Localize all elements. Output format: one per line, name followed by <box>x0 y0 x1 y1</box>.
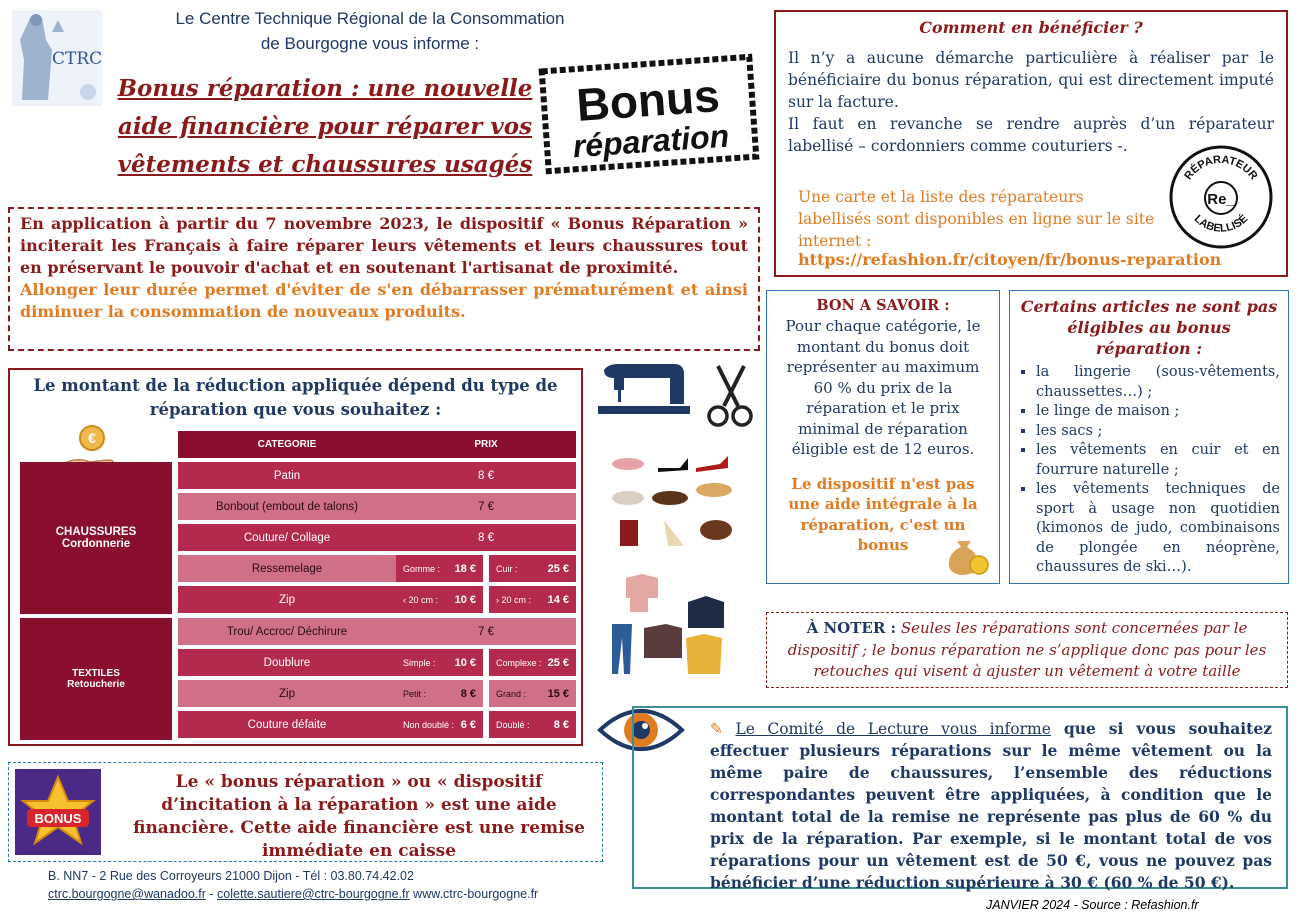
repairers-list-text: Une carte et la liste des réparateurs labellisés sont disponibles en ligne sur le site internet : <box>798 188 1155 250</box>
pointer-icon: ✎ <box>710 720 736 738</box>
column-header-price: PRIX <box>396 431 576 458</box>
website-link[interactable]: www.ctrc-bourgogne.fr <box>409 887 539 901</box>
group-textiles-title: TEXTILES <box>72 668 120 679</box>
price-option-label: Petit : <box>403 688 427 699</box>
table-row-price-option <box>489 586 576 613</box>
scissors-icon <box>706 362 754 428</box>
email-link-1[interactable]: ctrc.bourgogne@wanadoo.fr <box>48 887 206 901</box>
table-row-label: Trou/ Accroc/ Déchirure <box>178 618 396 645</box>
price-option-value: 8 € <box>553 718 569 731</box>
price-option-label: ‹ 20 cm : <box>403 594 439 605</box>
column-header-category: CATEGORIE <box>178 431 396 458</box>
svg-text:BONUS: BONUS <box>34 811 82 826</box>
bonus-definition-text: Le « bonus réparation » ou « dispositif d’incitation à la réparation » est une aide financière. Cette aide financière est une remise immédiate en caisse <box>133 772 585 861</box>
table-row-label: Zip <box>178 586 396 613</box>
ineligible-items-box <box>1009 290 1289 584</box>
price-option-label: › 20 cm : <box>496 594 532 605</box>
price-option-value: 6 € <box>460 718 476 731</box>
price-option-value: 8 € <box>460 687 476 700</box>
money-bag-icon <box>941 527 991 577</box>
price-option-label: Simple : <box>403 657 436 668</box>
price-option-value: 25 € <box>547 562 569 575</box>
table-row-price: 8 € <box>396 462 576 489</box>
table-row-price-option <box>396 586 483 613</box>
note-box <box>766 612 1288 688</box>
how-to-benefit-paragraph-2: Il faut en revanche se rendre auprès d’un réparateur labellisé – cordonniers comme couturiers -. <box>788 115 1274 155</box>
intro-benefit-paragraph: Allonger leur durée permet d'éviter de s'en débarrasser prématurément et ainsi diminuer la consommation de nouveaux produits. <box>20 280 748 321</box>
footer-contacts <box>48 887 538 901</box>
table-row-label: Couture/ Collage <box>178 524 396 551</box>
note-label: À NOTER : <box>806 619 897 637</box>
table-row-label: Bonbout (embout de talons) <box>178 493 396 520</box>
refashion-link[interactable]: https://refashion.fr/citoyen/fr/bonus-reparation <box>798 250 1222 269</box>
reading-committee-box <box>632 706 1288 892</box>
table-row-label: Zip <box>178 680 396 707</box>
header-line-2: de Bourgogne vous informe : <box>260 34 480 53</box>
table-row-price-option <box>489 711 576 738</box>
price-option-label: Doublé : <box>496 719 530 730</box>
svg-text:Bonus: Bonus <box>574 69 722 131</box>
footer-separator: - <box>205 887 218 901</box>
good-to-know-box <box>766 290 1000 584</box>
table-row-price-option <box>396 711 483 738</box>
reparateur-labellise-badge <box>1166 142 1276 252</box>
table-row-price-option <box>489 680 576 707</box>
list-item: ▪ le linge de maison ; <box>1036 402 1280 422</box>
list-item: ▪ les vêtements techniques de sport à usage non quotidien (kimonos de judo, combinaisons de plongée en néoprène, chaussures de ski…). <box>1036 480 1280 578</box>
group-shoes-subtitle: Cordonnerie <box>61 538 131 550</box>
group-textiles-subtitle: Retoucherie <box>67 679 125 690</box>
note-text: Seules les réparations sont concernées par le dispositif ; le bonus réparation ne s’applique donc pas pour les retouches qui visent à ajuster un vêtement à votre taille <box>787 619 1267 680</box>
table-heading: Le montant de la réduction appliquée dépend du type de réparation que vous souhaitez : <box>33 376 558 419</box>
table-row-price-option <box>489 555 576 582</box>
price-option-value: 14 € <box>547 593 569 606</box>
table-row-price-option <box>396 555 483 582</box>
price-option-value: 25 € <box>547 656 569 669</box>
svg-text:CTRC: CTRC <box>52 49 102 69</box>
table-row-price: 7 € <box>396 493 576 520</box>
price-option-label: Gomme : <box>403 563 441 574</box>
reading-committee-intro: Le Comité de Lecture vous informe <box>735 720 1051 738</box>
bonus-star-badge <box>15 769 101 855</box>
table-row-label: Ressemelage <box>178 555 396 582</box>
table-row-label: Doublure <box>178 649 396 676</box>
price-option-value: 15 € <box>547 687 569 700</box>
bonus-reparation-stamp <box>535 50 763 178</box>
repair-price-table-box <box>8 368 583 746</box>
svg-text:RÉPARATEUR: RÉPARATEUR <box>1182 153 1260 183</box>
page-title: Bonus réparation : une nouvelle aide financière pour réparer vos vêtements et chaussures usagés <box>117 75 533 178</box>
how-to-benefit-box <box>774 10 1288 277</box>
table-row-price: 7 € <box>396 618 576 645</box>
table-row-price-option <box>396 680 483 707</box>
ineligible-items-list <box>1018 363 1280 578</box>
ctrc-logo <box>12 10 102 106</box>
shoes-illustration <box>610 450 740 554</box>
good-to-know-warning: Le dispositif n'est pas une aide intégrale à la réparation, c'est un bonus <box>788 474 978 554</box>
sewing-machine-icon <box>598 360 690 418</box>
svg-text:€: € <box>88 430 96 446</box>
list-item: ▪ les vêtements en cuir et en fourrure naturelle ; <box>1036 441 1280 480</box>
price-option-value: 10 € <box>454 656 476 669</box>
group-shoes-title: CHAUSSURES <box>55 526 137 538</box>
svg-text:réparation: réparation <box>571 117 731 165</box>
good-to-know-title: BON A SAVOIR : <box>816 297 950 314</box>
price-option-label: Non doublé : <box>403 719 455 730</box>
bonus-definition-box <box>8 762 603 862</box>
svg-text:LABELLISÉ: LABELLISÉ <box>1191 212 1251 235</box>
how-to-benefit-title: Comment en bénéficier ? <box>919 18 1143 37</box>
price-option-label: Grand : <box>496 688 527 699</box>
price-option-value: 10 € <box>454 593 476 606</box>
group-shoes <box>20 462 172 614</box>
header-text <box>110 6 630 56</box>
list-item: ▪ la lingerie (sous-vêtements, chaussettes…) ; <box>1036 363 1280 402</box>
list-item: ▪ les sacs ; <box>1036 422 1280 442</box>
price-option-label: Cuir : <box>496 563 518 574</box>
table-row-price-option <box>489 649 576 676</box>
table-row-price-option <box>396 649 483 676</box>
clothes-illustration <box>608 568 740 678</box>
group-textiles <box>20 618 172 740</box>
footer-source: JANVIER 2024 - Source : Refashion.fr <box>986 898 1199 912</box>
intro-paragraph: En application à partir du 7 novembre 2023, le dispositif « Bonus Réparation » inciterait les Français à faire réparer leurs vêtements et leurs chaussures tout en préservant le pouvoir d'achat et en soutenant l'artisanat de proximité. <box>20 214 748 277</box>
good-to-know-text: Pour chaque catégorie, le montant du bonus doit représenter au maximum 60 % du prix de la réparation et le prix minimal de réparation éligible est de 12 euros. <box>785 317 981 458</box>
table-row-price: 8 € <box>396 524 576 551</box>
reading-committee-text: que si vous souhaitez effectuer plusieurs réparations sur le même vêtement ou la même paire de chaussures, l’ensemble des réductions correspondantes peuvent être appliquées, à condition que le montant total de la remise ne représente pas plus de 60 % du prix de la réparation. Par exemple, si le montant total de vos réparations pour un vêtement est de 50 €, vous ne pouvez pas bénéficier d’une réduction supérieure à 30 € (60 % de 50 €). <box>710 719 1272 892</box>
how-to-benefit-paragraph-1: Il n’y a aucune démarche particulière à réaliser par le bénéficiaire du bonus réparation, qui est directement imputé sur la facture. <box>788 49 1274 111</box>
header-line-1: Le Centre Technique Régional de la Consommation <box>175 9 565 28</box>
ineligible-items-title: Certains articles ne sont pas éligibles au bonus réparation : <box>1020 297 1278 358</box>
footer-address: B. NN7 - 2 Rue des Corroyeurs 21000 Dijon - Tél : 03.80.74.42.02 <box>48 869 414 883</box>
intro-box <box>8 207 760 351</box>
table-row-label: Patin <box>178 462 396 489</box>
table-row-label: Couture défaite <box>178 711 396 738</box>
price-option-label: Complexe : <box>496 657 542 668</box>
email-link-2[interactable]: colette.sautiere@ctrc-bourgogne.fr <box>217 887 410 901</box>
price-option-value: 18 € <box>454 562 476 575</box>
svg-text:Re_: Re_ <box>1207 191 1235 208</box>
